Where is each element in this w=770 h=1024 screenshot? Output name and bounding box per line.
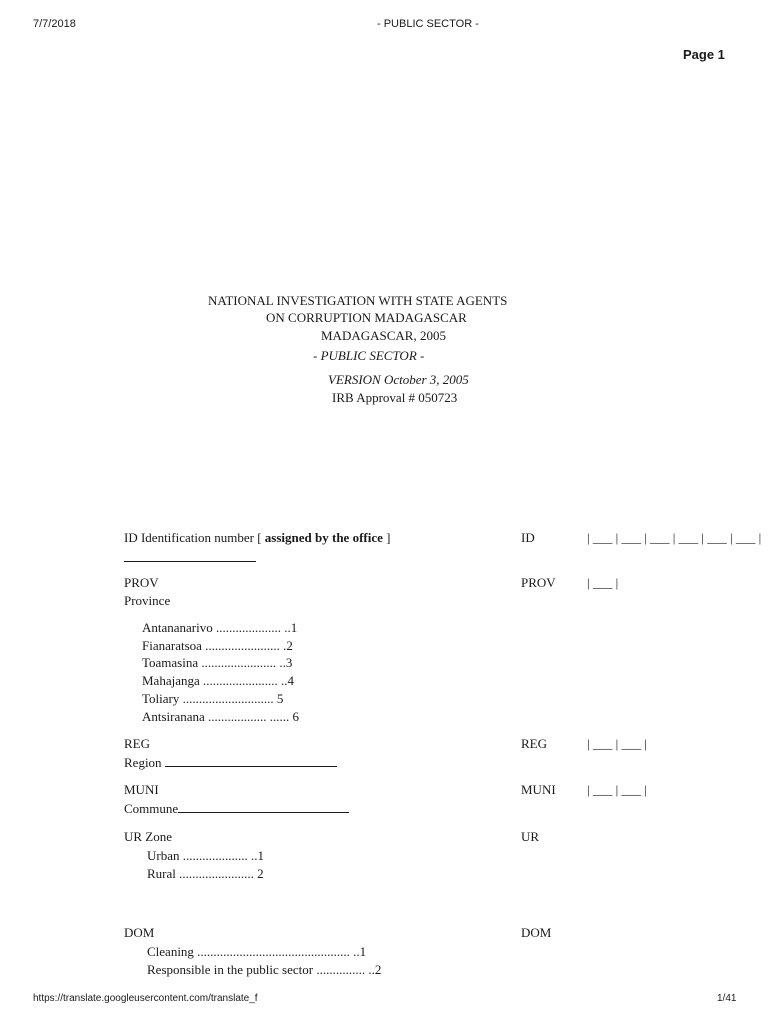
- prov-option: Antsiranana .................. ...... 6: [142, 708, 300, 724]
- reg-title: REG: [124, 736, 150, 751]
- print-date: 7/7/2018: [33, 18, 76, 30]
- id-answer-boxes[interactable]: | ___ | ___ | ___ | ___ | ___ | ___ |: [587, 530, 762, 545]
- title-line-1: NATIONAL INVESTIGATION WITH STATE AGENTS: [208, 293, 508, 308]
- muni-code: MUNI: [521, 782, 556, 797]
- page-label: Page 1: [683, 47, 725, 62]
- prov-option: Antananarivo .................... ..1: [142, 620, 298, 635]
- muni-label: [124, 800, 349, 817]
- dom-title: DOM: [124, 925, 155, 940]
- reg-code: REG: [521, 736, 547, 751]
- reg-answer-line[interactable]: [165, 754, 337, 767]
- prov-subtitle: Province: [124, 593, 171, 608]
- prov-code: PROV: [521, 575, 556, 590]
- reg-subtitle: Region: [124, 755, 162, 770]
- prov-answer-box[interactable]: | ___ |: [587, 575, 619, 590]
- id-label-bold: assigned by the office: [264, 530, 383, 545]
- reg-answer-boxes[interactable]: | ___ | ___ |: [587, 736, 647, 751]
- version-line: VERSION October 3, 2005: [328, 372, 469, 387]
- prov-option: Mahajanga ....................... ..4: [142, 673, 295, 689]
- footer-url: https://translate.googleusercontent.com/translate_f: [33, 993, 258, 1004]
- dom-option: Cleaning ............................................... ..1: [147, 944, 367, 959]
- ur-options-list: [147, 847, 264, 882]
- id-label-prefix: ID Identification number [: [124, 530, 265, 545]
- dom-options-list: [147, 943, 381, 978]
- footer-page-count: 1/41: [717, 993, 737, 1004]
- id-label-suffix: ]: [382, 530, 391, 545]
- title-line-4: - PUBLIC SECTOR -: [313, 348, 425, 363]
- dom-code: DOM: [521, 925, 552, 940]
- id-question-label: [124, 530, 390, 546]
- prov-option: Fianaratsoa ....................... .2: [142, 637, 293, 653]
- id-answer-line[interactable]: [124, 549, 256, 562]
- prov-option: Toliary ............................ 5: [142, 690, 284, 706]
- dom-option: Responsible in the public sector ............... ..2: [147, 961, 382, 977]
- irb-approval-line: IRB Approval # 050723: [332, 390, 458, 405]
- muni-answer-boxes[interactable]: | ___ | ___ |: [587, 782, 647, 797]
- ur-option: Urban .................... ..1: [147, 848, 264, 863]
- ur-option: Rural ....................... 2: [147, 865, 264, 881]
- prov-options-list: [142, 619, 299, 725]
- title-line-2: ON CORRUPTION MADAGASCAR: [266, 310, 467, 325]
- id-code: ID: [521, 530, 535, 545]
- prov-title: PROV: [124, 575, 159, 590]
- muni-title: MUNI: [124, 782, 159, 797]
- muni-answer-line[interactable]: [178, 800, 349, 813]
- muni-subtitle: Commune: [124, 801, 179, 816]
- ur-title: UR Zone: [124, 829, 173, 844]
- title-line-3: MADAGASCAR, 2005: [321, 328, 446, 343]
- print-header-title: - PUBLIC SECTOR -: [377, 18, 479, 30]
- ur-code: UR: [521, 829, 540, 844]
- reg-label: [124, 754, 337, 771]
- prov-option: Toamasina ....................... ..3: [142, 655, 293, 671]
